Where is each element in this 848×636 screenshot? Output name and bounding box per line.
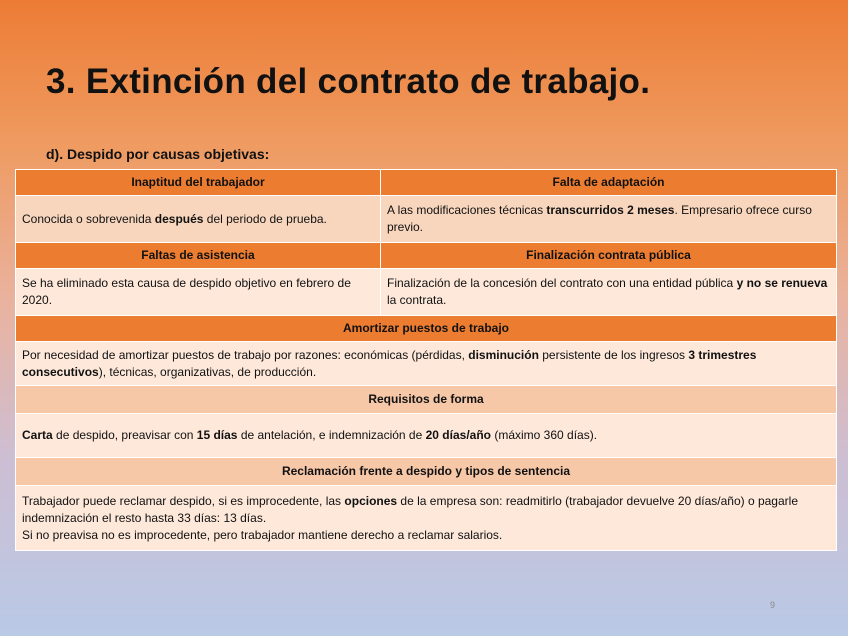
cell-amortizar: Por necesidad de amortizar puestos de trabajo por razones: económicas (pérdidas, disminución persistente de los ingresos 3 trimestres consecutivos), técnicas, organizativas, de producción. <box>16 342 837 386</box>
table-row <box>16 458 837 486</box>
cell-falta-adaptacion: A las modificaciones técnicas transcurridos 2 meses. Empresario ofrece curso previo. <box>381 196 837 243</box>
cell-requisitos: Carta de despido, preavisar con 15 días de antelación, e indemnización de 20 días/año (máximo 360 días). <box>16 414 837 458</box>
slide-subtitle: d). Despido por causas objetivas: <box>46 146 270 162</box>
header-falta-adaptacion: Falta de adaptación <box>381 170 837 196</box>
table-row <box>16 316 837 342</box>
header-finalizacion-contrata: Finalización contrata pública <box>381 243 837 269</box>
table-row <box>16 486 837 551</box>
table-row <box>16 196 837 243</box>
header-faltas-asistencia: Faltas de asistencia <box>16 243 381 269</box>
header-requisitos: Requisitos de forma <box>16 386 837 414</box>
page-number: 9 <box>770 600 776 610</box>
table-row <box>16 170 837 196</box>
cell-faltas-asistencia: Se ha eliminado esta causa de despido objetivo en febrero de 2020. <box>16 269 381 316</box>
table-row <box>16 342 837 386</box>
header-amortizar: Amortizar puestos de trabajo <box>16 316 837 342</box>
cell-reclamacion: Trabajador puede reclamar despido, si es improcedente, las opciones de la empresa son: readmitirlo (trabajador devuelve 20 días/año) o pagarle indemnización el resto hasta 33 días: 13 días. Si no preavisa no es improcedente, pero trabajador mantiene derecho a reclamar salarios. <box>16 486 837 551</box>
table-row <box>16 386 837 414</box>
causes-table <box>15 169 837 551</box>
table-row <box>16 243 837 269</box>
cell-inaptitud: Conocida o sobrevenida después del periodo de prueba. <box>16 196 381 243</box>
header-reclamacion: Reclamación frente a despido y tipos de sentencia <box>16 458 837 486</box>
table-row <box>16 414 837 458</box>
header-inaptitud: Inaptitud del trabajador <box>16 170 381 196</box>
slide-title: 3. Extinción del contrato de trabajo. <box>46 62 651 101</box>
cell-finalizacion-contrata: Finalización de la concesión del contrato con una entidad pública y no se renueva la contrata. <box>381 269 837 316</box>
table-row <box>16 269 837 316</box>
